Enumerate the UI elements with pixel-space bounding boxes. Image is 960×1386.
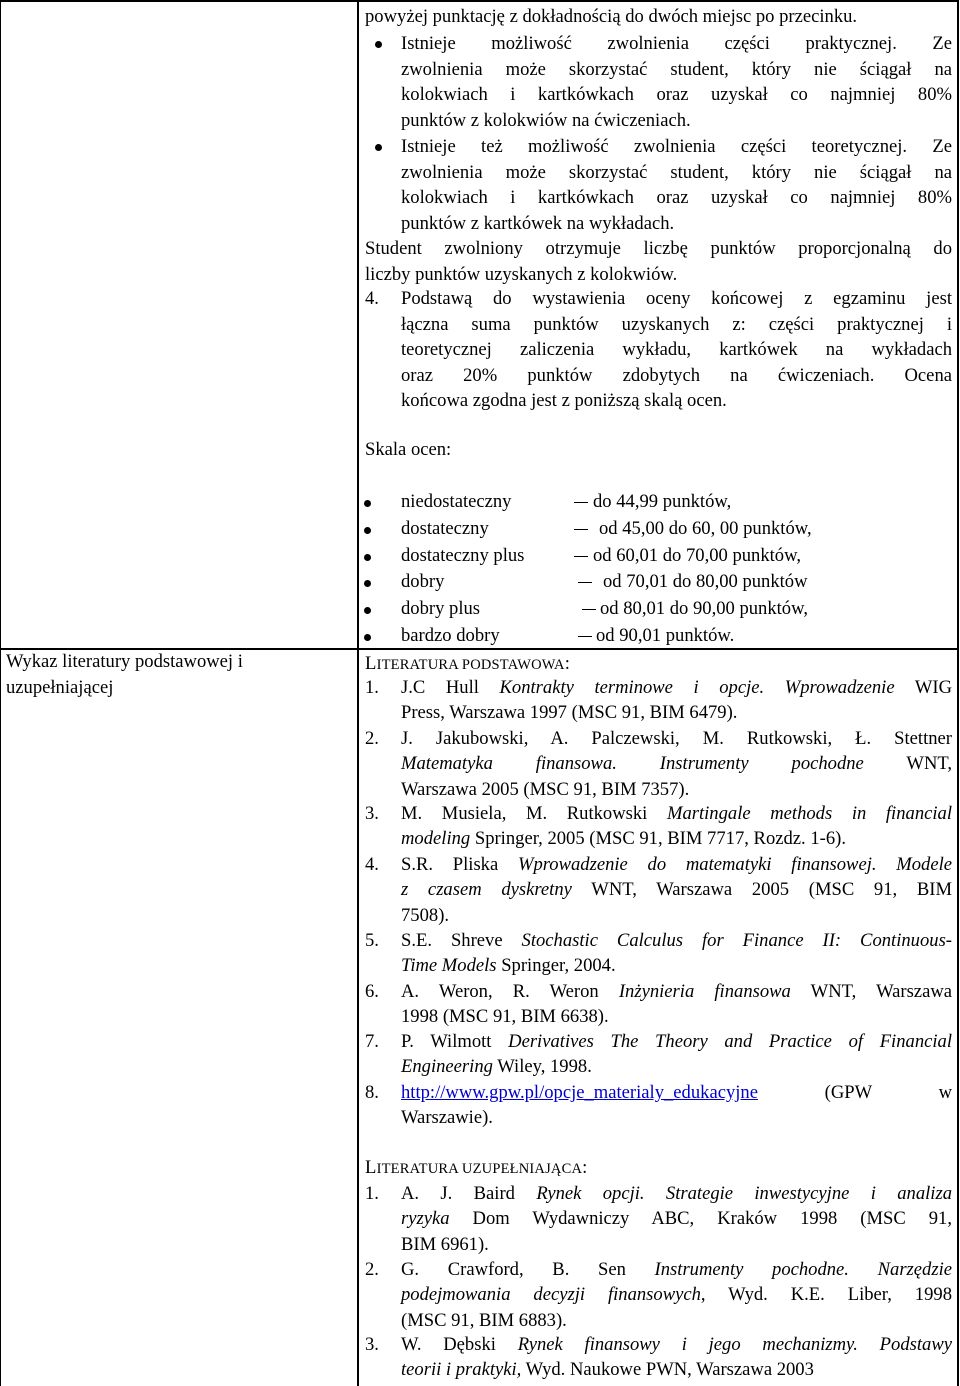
lit-item-line <box>401 1080 952 1106</box>
grade-dash <box>574 556 588 557</box>
lit-text: WNT, Warszawa <box>790 981 952 1002</box>
intro-line: powyżej punktację z dokładnością do dwóch miejsc po przecinku. <box>365 6 858 27</box>
item4-line: oraz 20% punktów zdobytych na ćwiczeniach. Ocena <box>401 364 952 386</box>
bullet1-line: kolokwiach i kartkówkach oraz uzyskał co najmniej 80% <box>401 84 952 106</box>
lit-text: 7508). <box>401 904 450 926</box>
lit-item-line <box>401 826 952 852</box>
lit-title: Instrumenty pochodne. Narzędzie <box>654 1259 952 1280</box>
item4-line: łączna suma punktów uzyskanych z: części praktycznej i <box>401 313 952 335</box>
lit-text: P. Wilmott <box>401 1031 509 1052</box>
lit-item-number: 7. <box>365 1031 379 1052</box>
grade-name: dobry <box>401 571 445 593</box>
grade-range: od 60,01 do 70,00 punktów, <box>593 544 801 566</box>
lit-title: Matematyka finansowa. Instrumenty pochodne <box>401 753 864 775</box>
lit-text: S.E. Shreve <box>401 930 522 951</box>
lit-item-line <box>401 726 952 752</box>
lit-title: teorii i praktyki, <box>401 1359 522 1381</box>
student-exempt-line: Student zwolniony otrzymuje liczbę punktów proporcjonalną do <box>365 238 952 259</box>
lit-title: ryzyka <box>401 1208 450 1230</box>
lit-supp-heading-text: ITERATURA UZUPEŁNIAJĄCA <box>376 1161 583 1177</box>
bullet2-line: zwolnienia może skorzystać student, który nie ściągał na <box>401 161 952 183</box>
lit-title: modeling <box>401 828 471 850</box>
grade-dash <box>574 529 588 530</box>
lit-text: Wyd. Naukowe PWN, Warszawa 2003 <box>521 1359 814 1381</box>
lit-basic-heading <box>365 651 570 678</box>
bullet2-line: Istnieje też możliwość zwolnienia części teoretycznej. Ze <box>401 136 952 157</box>
lit-title: Inżynieria finansowa <box>618 981 791 1002</box>
table-border-right <box>957 0 959 1386</box>
lit-item-number: 2. <box>365 728 379 749</box>
lit-title: Martingale methods in financial <box>666 803 952 824</box>
bullet-icon <box>364 580 371 587</box>
lit-item-number: 4. <box>365 854 379 875</box>
lit-text: W. Dębski <box>401 1334 518 1355</box>
lit-item-line <box>401 1181 952 1207</box>
lit-text: J. Jakubowski, A. Palczewski, M. Rutkowski, Ł. Stettner <box>401 728 952 749</box>
lit-text: S.R. Pliska <box>401 854 518 875</box>
lit-basic-heading-text: ITERATURA PODSTAWOWA <box>376 657 565 673</box>
lit-item-number: 3. <box>365 803 379 824</box>
table-border-left <box>0 0 1 1386</box>
lit-text: WNT, Warszawa 2005 (MSC 91, BIM <box>571 879 952 901</box>
lit-item-line <box>401 1029 952 1055</box>
lit-item-line <box>401 1308 952 1334</box>
lit-text: G. Crawford, B. Sen <box>401 1259 655 1280</box>
bullet-icon <box>375 41 382 48</box>
lit-text: Press, Warszawa 1997 (MSC 91, BIM 6479). <box>401 702 738 724</box>
lit-item-line <box>401 877 952 903</box>
bullet2-line: kolokwiach i kartkówkach oraz uzyskał co najmniej 80% <box>401 187 952 209</box>
lit-item-number: 8. <box>365 1082 379 1103</box>
lit-text: Springer, 2005 (MSC 91, BIM 7717, Rozdz. 1-6). <box>470 828 846 850</box>
grade-range: od 70,01 do 80,00 punktów <box>603 571 808 593</box>
lit-item-line <box>401 953 952 979</box>
bullet1-line: zwolnienia może skorzystać student, który nie ściągał na <box>401 58 952 80</box>
lit-text: 1998 (MSC 91, BIM 6638). <box>401 1006 609 1028</box>
lit-title: Derivatives The Theory and Practice of Financial <box>508 1031 952 1052</box>
lit-item-line <box>401 801 952 827</box>
item4-line: końcowa zgodna jest z poniższą skalą ocen. <box>401 390 727 412</box>
lit-title: podejmowania decyzji finansowych <box>401 1284 701 1306</box>
lit-text: Springer, 2004. <box>496 955 616 977</box>
grade-range: od 80,01 do 90,00 punktów, <box>600 598 808 620</box>
lit-title: z czasem dyskretny <box>401 879 572 901</box>
grade-name: dobry plus <box>401 598 481 620</box>
lit-item-number: 1. <box>365 1183 379 1204</box>
lit-item-number: 3. <box>365 1334 379 1355</box>
lit-item-number: 2. <box>365 1259 379 1280</box>
lit-item-line <box>401 1206 952 1232</box>
bullet1-line: punktów z kolokwiów na ćwiczeniach. <box>401 109 691 131</box>
bullet-icon <box>375 144 382 151</box>
lit-title: Rynek finansowy i jego mechanizmy. Podstawy <box>517 1334 952 1355</box>
lit-item-number: 5. <box>365 930 379 951</box>
lit-item-line <box>401 1282 952 1308</box>
lit-title: Wprowadzenie do matematyki finansowej. Modele <box>517 854 953 875</box>
lit-item-line <box>401 1332 952 1358</box>
lit-text: (GPW w <box>757 1082 952 1103</box>
lit-supp-heading-initial: L <box>365 1157 377 1178</box>
grade-name: dostateczny <box>401 517 489 539</box>
lit-text: Dom Wydawniczy ABC, Kraków 1998 (MSC 91, <box>449 1208 952 1230</box>
lit-item-line <box>401 1357 952 1383</box>
lit-text: (MSC 91, BIM 6883). <box>401 1309 567 1331</box>
student-exempt-line: liczby punktów uzyskanych z kolokwiów. <box>365 263 678 285</box>
literature-label-line: uzupełniającej <box>6 677 114 698</box>
lit-title: Stochastic Calculus for Finance II: Continuous- <box>521 930 952 951</box>
grade-dash <box>578 582 592 583</box>
bullet-icon <box>364 527 371 534</box>
lit-item-line <box>401 1257 952 1283</box>
item4-line: teoretycznej zaliczenia wykładu, kartkówek na wykładach <box>401 339 952 361</box>
grade-dash <box>574 502 588 503</box>
table-border-top <box>0 0 959 2</box>
lit-item-number: 1. <box>365 677 379 698</box>
grade-dash <box>578 636 592 637</box>
item-4-number: 4. <box>365 288 379 309</box>
lit-item-line <box>401 777 952 803</box>
lit-text: Warszawa 2005 (MSC 91, BIM 7357). <box>401 778 690 800</box>
lit-basic-heading-colon: : <box>564 653 571 674</box>
grade-name: niedostateczny <box>401 491 512 512</box>
lit-supp-heading-colon: : <box>582 1157 588 1178</box>
grade-range: od 90,01 punktów. <box>596 625 735 646</box>
lit-text: A. J. Baird <box>401 1183 537 1204</box>
lit-item-number: 6. <box>365 981 379 1002</box>
lit-item-line <box>401 852 952 878</box>
bullet-icon <box>364 634 371 641</box>
grade-range: do 44,99 punktów, <box>593 491 732 512</box>
lit-text: A. Weron, R. Weron <box>401 981 619 1002</box>
grade-range: od 45,00 do 60, 00 punktów, <box>599 517 812 539</box>
lit-supp-heading <box>365 1155 588 1182</box>
lit-text: Wiley, 1998. <box>492 1056 592 1078</box>
lit-text: J.C Hull <box>401 677 500 698</box>
bullet2-line: punktów z kartkówek na wykładach. <box>401 212 675 234</box>
lit-basic-heading-initial: L <box>365 653 377 674</box>
literature-label-line: Wykaz literatury podstawowej i <box>6 651 243 672</box>
lit-item-line <box>401 1054 952 1080</box>
lit-text: M. Musiela, M. Rutkowski <box>401 803 667 824</box>
lit-item-line <box>401 903 952 929</box>
bullet1-line: Istnieje możliwość zwolnienia części praktycznej. Ze <box>401 33 952 54</box>
lit-item-line <box>401 700 952 726</box>
lit-item-line <box>401 751 952 777</box>
lit-text: WIG <box>894 677 953 698</box>
lit-text: , Wyd. K.E. Liber, 1998 <box>700 1284 952 1306</box>
lit-title: Rynek opcji. Strategie inwestycyjne i analiza <box>536 1183 952 1204</box>
lit-item-line <box>401 1232 952 1258</box>
grade-dash <box>582 609 596 610</box>
lit-title: Engineering <box>401 1056 493 1078</box>
lit-text: Warszawie). <box>401 1107 493 1129</box>
bullet-icon <box>364 500 371 507</box>
lit-item-line <box>401 1105 952 1131</box>
lit-item-line <box>401 1004 952 1030</box>
lit-text: BIM 6961). <box>401 1233 489 1255</box>
grade-name: dostateczny plus <box>401 544 525 566</box>
lit-title: Time Models <box>401 955 497 977</box>
bullet-icon <box>364 554 371 561</box>
lit-item-line <box>401 675 952 701</box>
scale-label: Skala ocen: <box>365 439 452 460</box>
lit-text: WNT, <box>863 753 952 775</box>
item4-line: Podstawą do wystawienia oceny końcowej z egzaminu jest <box>401 288 952 309</box>
table-column-divider <box>357 0 359 1386</box>
lit-item-line <box>401 928 952 954</box>
lit-item-line <box>401 979 952 1005</box>
grade-name: bardzo dobry <box>401 625 500 646</box>
bullet-icon <box>364 607 371 614</box>
lit-title: Kontrakty terminowe i opcje. Wprowadzenie <box>499 677 895 698</box>
lit-link[interactable]: http://www.gpw.pl/opcje_materialy_edukacyjne <box>401 1082 758 1103</box>
